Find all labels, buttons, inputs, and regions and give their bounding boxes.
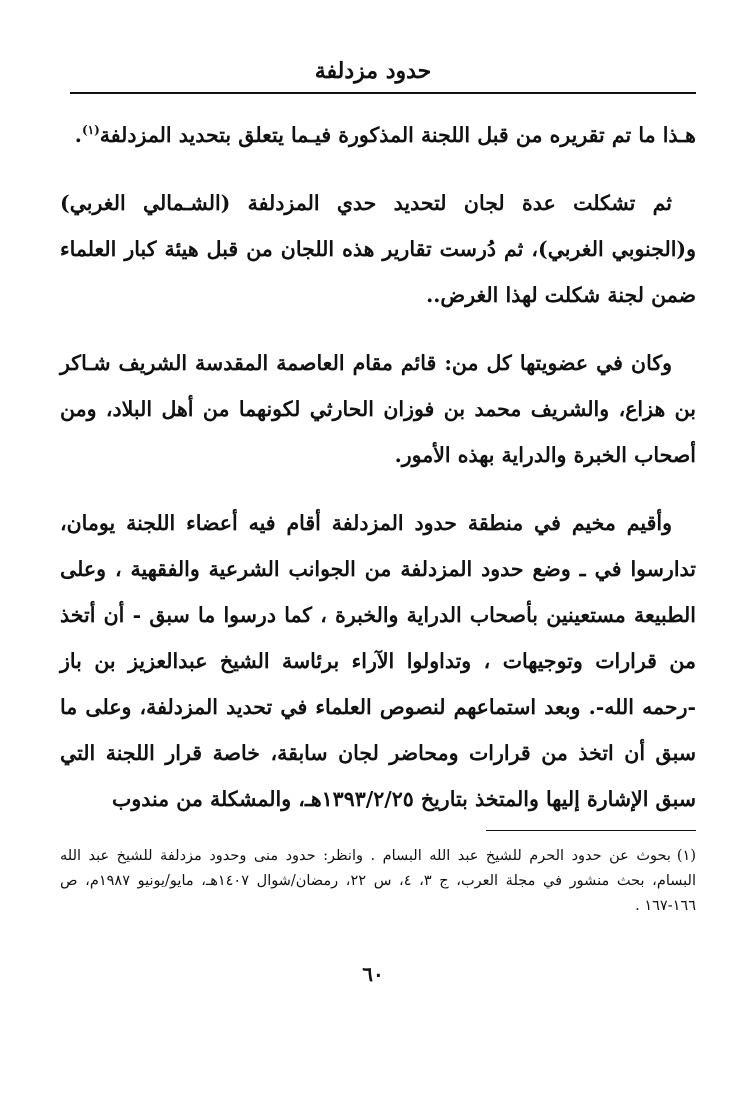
paragraph-2: ثم تشكلت عدة لجان لتحديد حدي المزدلفة (الشـمالي الغربي) و(الجنوبي الغربي)، ثم دُرست تقارير هذه اللجان من قبل هيئة كبار العلماء ضمن لجنة شكلت لهذا الغرض.. [60, 191, 696, 307]
paragraph-3: وكان في عضويتها كل من: قائم مقام العاصمة المقدسة الشريف شـاكر بن هزاع، والشريف محمد بن فوزان الحارثي لكونهما من أهل البلاد، ومن أصحاب الخبرة والدراية بهذه الأمور. [60, 351, 696, 467]
paragraph-4: وأقيم مخيم في منطقة حدود المزدلفة أقام فيه أعضاء اللجنة يومان، تدارسوا في ـ وضع حدود المزدلفة من الجوانب الشرعية والفقهية ، وعلى الطبيعة مستعينين بأصحاب الدراية والخبرة ، كما درسوا ما سبق - أن أتخذ من قرارات وتوجيهات ، وتداولوا الآراء برئاسة الشيخ عبدالعزيز بن باز -رحمه الله-. وبعد استماعهم لنصوص العلماء في تحديد المزدلفة، وعلى ما سبق أن اتخذ من قرارات ومحاضر لجان سابقة، خاصة قرار اللجنة التي سبق الإشارة إليها والمتخذ بتاريخ ١٣٩٣/٢/٢٥هـ، والمشكلة من مندوب [60, 511, 696, 811]
footnote-divider [486, 830, 696, 831]
header-divider [70, 92, 696, 94]
page-number: ٦٠ [362, 962, 384, 986]
paragraph-1-text: هـذا ما تم تقريره من قبل اللجنة المذكورة فيـما يتعلق بتحديد المزدلفة [99, 123, 696, 147]
running-header-title: حدود مزدلفة [314, 58, 432, 84]
footnote-reference: (١) [81, 123, 100, 138]
footnote-marker: (١) [676, 848, 696, 864]
footnote [60, 844, 696, 919]
main-text [60, 112, 696, 844]
footnote-text: بحوث عن حدود الحرم للشيخ عبد الله البسام . وانظر: حدود منى وحدود مزدلفة للشيخ عبد الله البسام، بحث منشور في مجلة العرب، ج ٣، ٤، س ٢٢، رمضان/شوال ١٤٠٧هـ، مايو/يونيو ١٩٨٧م، ص ١٦٦-١٦٧ . [60, 848, 696, 914]
paragraph-1 [60, 112, 696, 158]
paragraph-1-tail: . [74, 123, 82, 147]
